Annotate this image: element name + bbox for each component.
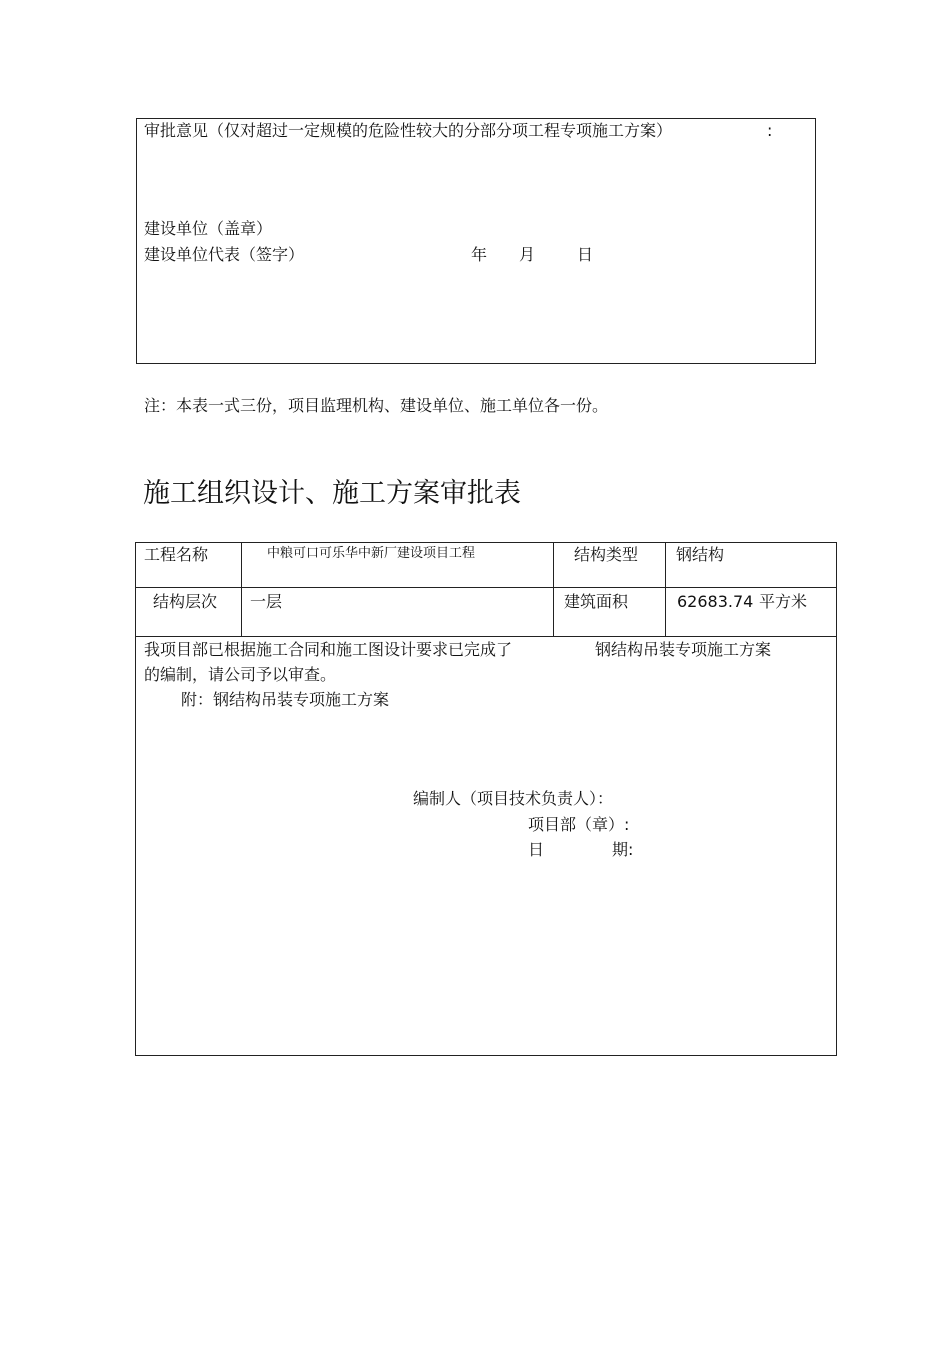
date-label-char2: 期: [612,840,634,859]
structure-level-value: 一层 [250,592,283,611]
approval-opinion-label: 审批意见（仅对超过一定规模的危险性较大的分部分项工程专项施工方案） [144,121,673,140]
date-label-char1: 日 [528,840,545,859]
building-area-label: 建筑面积 [564,592,629,611]
project-name-label: 工程名称 [144,545,209,564]
building-area-unit: 平方米 [759,592,808,611]
project-department-seal: 项目部（章）: [528,815,630,834]
approval-opinion-box [136,118,816,364]
construction-unit-rep-signature: 建设单位代表（签字） [144,245,305,264]
distribution-note: 注：本表一式三份，项目监理机构、建设单位、施工单位各一份。 [144,396,609,415]
construction-unit-seal: 建设单位（盖章） [144,219,273,238]
attachment-line: 附：钢结构吊装专项施工方案 [181,690,390,709]
plan-name: 钢结构吊装专项施工方案 [595,640,772,659]
table-column-divider [665,542,666,637]
approval-opinion-colon: : [767,121,773,140]
review-request: 的编制，请公司予以审查。 [144,665,337,684]
date-day: 日 [577,245,594,264]
structure-type-label: 结构类型 [574,545,639,564]
building-area-number: 62683.74 [677,592,754,611]
form-title: 施工组织设计、施工方案审批表 [143,478,521,509]
table-column-divider [553,542,554,637]
date-year: 年 [471,245,488,264]
structure-type-value: 钢结构 [676,545,725,564]
compiler-signature: 编制人（项目技术负责人）： [413,789,614,808]
completion-statement: 我项目部已根据施工合同和施工图设计要求已完成了 [144,640,513,659]
table-column-divider [241,542,242,637]
structure-level-label: 结构层次 [153,592,218,611]
date-month: 月 [519,245,536,264]
project-name-value: 中粮可口可乐华中新厂建设项目工程 [267,546,476,561]
